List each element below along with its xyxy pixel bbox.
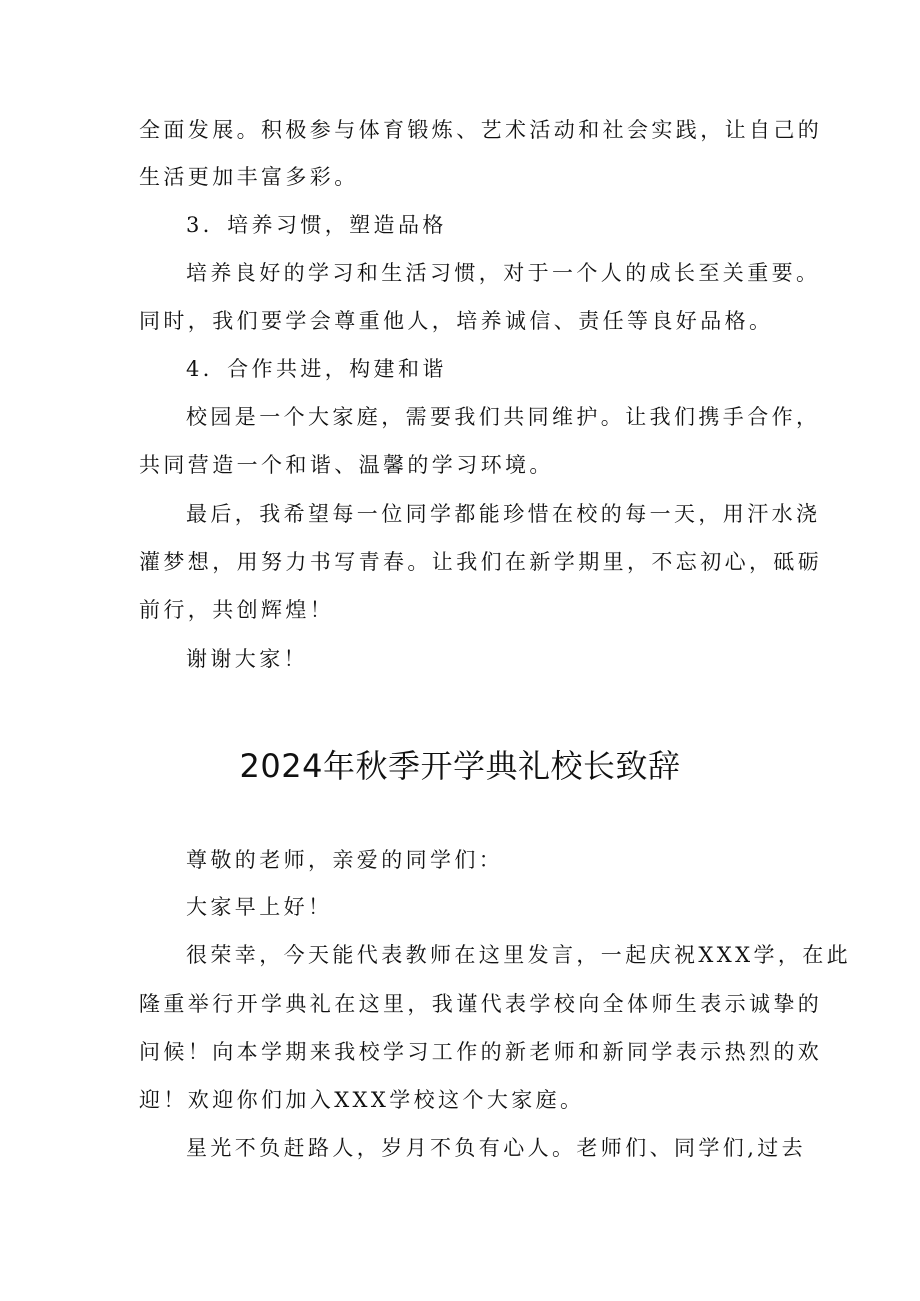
body-text-line: 同时，我们要学会尊重他人，培养诚信、责任等良好品格。 [139,309,774,333]
body-text-line: 问候！向本学期来我校学习工作的新老师和新同学表示热烈的欢 [139,1040,823,1064]
thanks-line: 谢谢大家！ [186,647,308,671]
body-text-line: 隆重举行开学典礼在这里，我谨代表学校向全体师生表示诚挚的 [139,992,823,1016]
body-text-line: 生活更加丰富多彩。 [139,165,359,189]
section-heading-4: 4．合作共进，构建和谐 [186,357,447,381]
body-text-line: 共同营造一个和谐、温馨的学习环境。 [139,453,554,477]
body-text-line: 培养良好的学习和生活习惯，对于一个人的成长至关重要。 [186,261,821,285]
body-text-line: 很荣幸，今天能代表教师在这里发言，一起庆祝XXX学，在此 [186,943,852,967]
body-text-line: 灌梦想，用努力书写青春。让我们在新学期里，不忘初心，砥砺 [139,550,823,574]
salutation-line: 尊敬的老师，亲爱的同学们： [186,848,504,872]
body-text-line: 迎！欢迎你们加入XXX学校这个大家庭。 [139,1088,585,1112]
greeting-line: 大家早上好！ [186,895,333,919]
body-text-line: 星光不负赶路人，岁月不负有心人。老师们、同学们,过去 [186,1136,807,1160]
body-text-line: 全面发展。积极参与体育锻炼、艺术活动和社会实践，让自己的 [139,118,823,142]
body-text-line: 前行，共创辉煌！ [139,598,335,622]
section-heading-3: 3．培养习惯，塑造品格 [186,213,447,237]
body-text-line: 校园是一个大家庭，需要我们共同维护。让我们携手合作， [186,405,821,429]
body-text-line: 最后，我希望每一位同学都能珍惜在校的每一天，用汗水浇 [186,502,821,526]
document-title: 2024年秋季开学典礼校长致辞 [239,747,681,785]
